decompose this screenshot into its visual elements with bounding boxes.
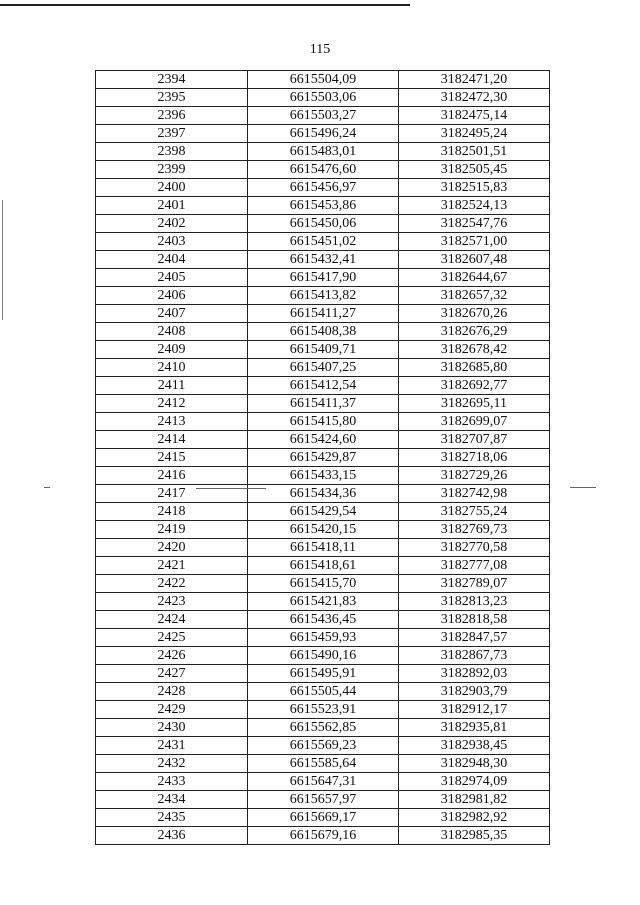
- point-number-cell: 2396: [96, 107, 248, 125]
- x-coordinate-cell: 6615436,45: [248, 611, 399, 629]
- y-coordinate-cell: 3182974,09: [399, 773, 550, 791]
- x-coordinate-cell: 6615459,93: [248, 629, 399, 647]
- y-coordinate-cell: 3182571,00: [399, 233, 550, 251]
- table-row: [96, 737, 550, 755]
- point-number-cell: 2430: [96, 719, 248, 737]
- table-row: [96, 269, 550, 287]
- table-row: [96, 161, 550, 179]
- point-number-cell: 2431: [96, 737, 248, 755]
- y-coordinate-cell: 3182475,14: [399, 107, 550, 125]
- table-row: [96, 71, 550, 89]
- y-coordinate-cell: 3182695,11: [399, 395, 550, 413]
- point-number-cell: 2411: [96, 377, 248, 395]
- table-row: [96, 251, 550, 269]
- x-coordinate-cell: 6615420,15: [248, 521, 399, 539]
- point-number-cell: 2406: [96, 287, 248, 305]
- point-number-cell: 2404: [96, 251, 248, 269]
- x-coordinate-cell: 6615669,17: [248, 809, 399, 827]
- x-coordinate-cell: 6615429,87: [248, 449, 399, 467]
- table-row: [96, 125, 550, 143]
- x-coordinate-cell: 6615413,82: [248, 287, 399, 305]
- table-row: [96, 701, 550, 719]
- y-coordinate-cell: 3182742,98: [399, 485, 550, 503]
- table-row: [96, 719, 550, 737]
- y-coordinate-cell: 3182501,51: [399, 143, 550, 161]
- table-row: [96, 431, 550, 449]
- x-coordinate-cell: 6615418,61: [248, 557, 399, 575]
- y-coordinate-cell: 3182912,17: [399, 701, 550, 719]
- y-coordinate-cell: 3182755,24: [399, 503, 550, 521]
- x-coordinate-cell: 6615569,23: [248, 737, 399, 755]
- table-row: [96, 575, 550, 593]
- point-number-cell: 2405: [96, 269, 248, 287]
- y-coordinate-cell: 3182505,45: [399, 161, 550, 179]
- table-row: [96, 287, 550, 305]
- x-coordinate-cell: 6615483,01: [248, 143, 399, 161]
- x-coordinate-cell: 6615407,25: [248, 359, 399, 377]
- x-coordinate-cell: 6615490,16: [248, 647, 399, 665]
- table-row: [96, 323, 550, 341]
- y-coordinate-cell: 3182892,03: [399, 665, 550, 683]
- y-coordinate-cell: 3182676,29: [399, 323, 550, 341]
- point-number-cell: 2415: [96, 449, 248, 467]
- y-coordinate-cell: 3182769,73: [399, 521, 550, 539]
- y-coordinate-cell: 3182685,80: [399, 359, 550, 377]
- table-row: [96, 233, 550, 251]
- y-coordinate-cell: 3182718,06: [399, 449, 550, 467]
- table-row: [96, 179, 550, 197]
- point-number-cell: 2410: [96, 359, 248, 377]
- top-rule: [0, 4, 410, 6]
- y-coordinate-cell: 3182607,48: [399, 251, 550, 269]
- point-number-cell: 2435: [96, 809, 248, 827]
- point-number-cell: 2400: [96, 179, 248, 197]
- y-coordinate-cell: 3182729,26: [399, 467, 550, 485]
- x-coordinate-cell: 6615450,06: [248, 215, 399, 233]
- table-row: [96, 557, 550, 575]
- x-coordinate-cell: 6615424,60: [248, 431, 399, 449]
- x-coordinate-cell: 6615453,86: [248, 197, 399, 215]
- scan-mark-right: [570, 487, 596, 488]
- y-coordinate-cell: 3182938,45: [399, 737, 550, 755]
- y-coordinate-cell: 3182903,79: [399, 683, 550, 701]
- point-number-cell: 2395: [96, 89, 248, 107]
- y-coordinate-cell: 3182670,26: [399, 305, 550, 323]
- x-coordinate-cell: 6615505,44: [248, 683, 399, 701]
- table-row: [96, 647, 550, 665]
- x-coordinate-cell: 6615421,83: [248, 593, 399, 611]
- table-row: [96, 341, 550, 359]
- table-row: [96, 215, 550, 233]
- x-coordinate-cell: 6615412,54: [248, 377, 399, 395]
- point-number-cell: 2418: [96, 503, 248, 521]
- y-coordinate-cell: 3182471,20: [399, 71, 550, 89]
- point-number-cell: 2414: [96, 431, 248, 449]
- point-number-cell: 2416: [96, 467, 248, 485]
- table-row: [96, 395, 550, 413]
- table-row: [96, 791, 550, 809]
- y-coordinate-cell: 3182847,57: [399, 629, 550, 647]
- point-number-cell: 2422: [96, 575, 248, 593]
- point-number-cell: 2401: [96, 197, 248, 215]
- point-number-cell: 2421: [96, 557, 248, 575]
- x-coordinate-cell: 6615456,97: [248, 179, 399, 197]
- point-number-cell: 2426: [96, 647, 248, 665]
- x-coordinate-cell: 6615408,38: [248, 323, 399, 341]
- x-coordinate-cell: 6615415,80: [248, 413, 399, 431]
- point-number-cell: 2412: [96, 395, 248, 413]
- y-coordinate-cell: 3182692,77: [399, 377, 550, 395]
- point-number-cell: 2428: [96, 683, 248, 701]
- table-row: [96, 629, 550, 647]
- y-coordinate-cell: 3182515,83: [399, 179, 550, 197]
- table-row: [96, 611, 550, 629]
- x-coordinate-cell: 6615429,54: [248, 503, 399, 521]
- y-coordinate-cell: 3182981,82: [399, 791, 550, 809]
- point-number-cell: 2427: [96, 665, 248, 683]
- x-coordinate-cell: 6615523,91: [248, 701, 399, 719]
- y-coordinate-cell: 3182699,07: [399, 413, 550, 431]
- x-coordinate-cell: 6615411,37: [248, 395, 399, 413]
- x-coordinate-cell: 6615647,31: [248, 773, 399, 791]
- x-coordinate-cell: 6615451,02: [248, 233, 399, 251]
- table-row: [96, 89, 550, 107]
- point-number-cell: 2429: [96, 701, 248, 719]
- table-row: [96, 467, 550, 485]
- x-coordinate-cell: 6615562,85: [248, 719, 399, 737]
- point-number-cell: 2434: [96, 791, 248, 809]
- y-coordinate-cell: 3182813,23: [399, 593, 550, 611]
- point-number-cell: 2394: [96, 71, 248, 89]
- y-coordinate-cell: 3182770,58: [399, 539, 550, 557]
- point-number-cell: 2398: [96, 143, 248, 161]
- table-row: [96, 665, 550, 683]
- y-coordinate-cell: 3182495,24: [399, 125, 550, 143]
- x-coordinate-cell: 6615418,11: [248, 539, 399, 557]
- table-row: [96, 593, 550, 611]
- x-coordinate-cell: 6615495,91: [248, 665, 399, 683]
- table-body: [96, 71, 550, 845]
- x-coordinate-cell: 6615434,36: [248, 485, 399, 503]
- x-coordinate-cell: 6615657,97: [248, 791, 399, 809]
- y-coordinate-cell: 3182789,07: [399, 575, 550, 593]
- x-coordinate-cell: 6615503,06: [248, 89, 399, 107]
- point-number-cell: 2403: [96, 233, 248, 251]
- table-row: [96, 413, 550, 431]
- scan-mark-edge: [2, 200, 3, 320]
- point-number-cell: 2399: [96, 161, 248, 179]
- x-coordinate-cell: 6615476,60: [248, 161, 399, 179]
- table-row: [96, 143, 550, 161]
- table-row: [96, 773, 550, 791]
- point-number-cell: 2397: [96, 125, 248, 143]
- table-row: [96, 503, 550, 521]
- x-coordinate-cell: 6615417,90: [248, 269, 399, 287]
- table-row: [96, 449, 550, 467]
- x-coordinate-cell: 6615585,64: [248, 755, 399, 773]
- table-row: [96, 755, 550, 773]
- y-coordinate-cell: 3182644,67: [399, 269, 550, 287]
- point-number-cell: 2424: [96, 611, 248, 629]
- table-row: [96, 809, 550, 827]
- point-number-cell: 2433: [96, 773, 248, 791]
- point-number-cell: 2436: [96, 827, 248, 845]
- point-number-cell: 2409: [96, 341, 248, 359]
- point-number-cell: 2419: [96, 521, 248, 539]
- page-number: 115: [309, 42, 331, 57]
- x-coordinate-cell: 6615411,27: [248, 305, 399, 323]
- x-coordinate-cell: 6615409,71: [248, 341, 399, 359]
- x-coordinate-cell: 6615679,16: [248, 827, 399, 845]
- point-number-cell: 2402: [96, 215, 248, 233]
- x-coordinate-cell: 6615433,15: [248, 467, 399, 485]
- table-row: [96, 197, 550, 215]
- point-number-cell: 2413: [96, 413, 248, 431]
- y-coordinate-cell: 3182948,30: [399, 755, 550, 773]
- point-number-cell: 2432: [96, 755, 248, 773]
- y-coordinate-cell: 3182547,76: [399, 215, 550, 233]
- y-coordinate-cell: 3182472,30: [399, 89, 550, 107]
- y-coordinate-cell: 3182678,42: [399, 341, 550, 359]
- x-coordinate-cell: 6615432,41: [248, 251, 399, 269]
- x-coordinate-cell: 6615503,27: [248, 107, 399, 125]
- y-coordinate-cell: 3182777,08: [399, 557, 550, 575]
- x-coordinate-cell: 6615415,70: [248, 575, 399, 593]
- table-row: [96, 827, 550, 845]
- y-coordinate-cell: 3182982,92: [399, 809, 550, 827]
- y-coordinate-cell: 3182657,32: [399, 287, 550, 305]
- table-row: [96, 539, 550, 557]
- table-row: [96, 107, 550, 125]
- coordinates-table: [95, 70, 550, 845]
- y-coordinate-cell: 3182707,87: [399, 431, 550, 449]
- scan-mark-left: [44, 487, 50, 488]
- y-coordinate-cell: 3182818,58: [399, 611, 550, 629]
- table-row: [96, 305, 550, 323]
- x-coordinate-cell: 6615504,09: [248, 71, 399, 89]
- scan-mark-center: [196, 488, 266, 489]
- point-number-cell: 2408: [96, 323, 248, 341]
- y-coordinate-cell: 3182867,73: [399, 647, 550, 665]
- point-number-cell: 2407: [96, 305, 248, 323]
- point-number-cell: 2417: [96, 485, 248, 503]
- point-number-cell: 2420: [96, 539, 248, 557]
- y-coordinate-cell: 3182524,13: [399, 197, 550, 215]
- point-number-cell: 2423: [96, 593, 248, 611]
- y-coordinate-cell: 3182985,35: [399, 827, 550, 845]
- table-row: [96, 521, 550, 539]
- table-row: [96, 377, 550, 395]
- table-row: [96, 683, 550, 701]
- x-coordinate-cell: 6615496,24: [248, 125, 399, 143]
- y-coordinate-cell: 3182935,81: [399, 719, 550, 737]
- table-row: [96, 485, 550, 503]
- table-row: [96, 359, 550, 377]
- point-number-cell: 2425: [96, 629, 248, 647]
